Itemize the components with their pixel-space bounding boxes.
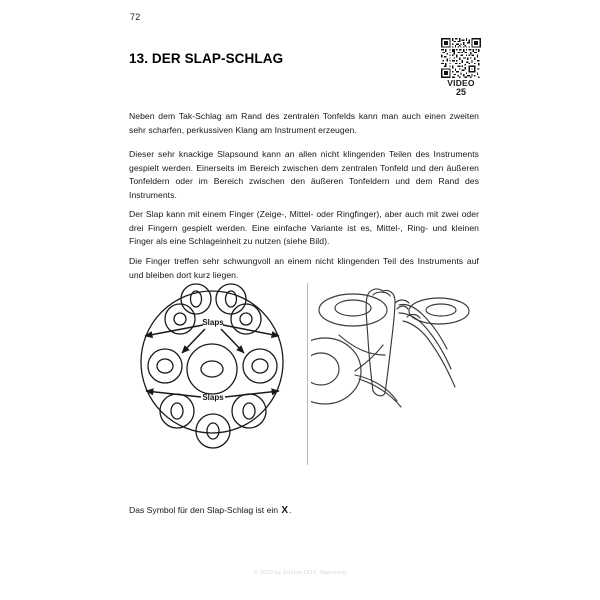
closing-prefix: Das Symbol für den Slap-Schlag ist ein (129, 504, 279, 515)
copyright-footer: © 2020 by Edition DUX, Manching (253, 570, 347, 576)
paragraph-finger-technique: Der Slap kann mit einem Finger (Zeige-, Mittel- oder Ringfinger), aber auch mit zwei oder drei Fingern gespielt werden. Eine einfache Variante ist es, Mittel-, Ring- und kleinen Finger als eine Schlageinheit zu nutzen (siehe Bild). (129, 208, 479, 247)
paragraph-execution: Die Finger treffen sehr schwungvoll an einem nicht klingenden Teil des Instruments auf und bleiben dort kurz liegen. (129, 255, 479, 280)
closing-suffix: . (289, 504, 292, 515)
closing-statement (129, 503, 479, 519)
figure-divider (307, 283, 308, 465)
figure-area (129, 283, 481, 469)
page-number: 72 (130, 12, 141, 22)
paragraph-slapsound: Dieser sehr knackige Slapsound kann an allen nicht klingenden Teilen des Instruments gespielt werden. Einerseits im Bereich zwischen dem zentralen Tonfeld und den äußeren Tonfeldern oder im Bereich zwischen den äußeren Tonfeldern und dem Rand des Instruments. (129, 148, 479, 201)
video-badge-number: 25 (455, 86, 466, 97)
video-badge[interactable] (437, 38, 485, 97)
video-badge-label: VIDEO (447, 78, 475, 88)
slap-symbol: X (281, 504, 289, 516)
slaps-label-lower: Slaps (202, 393, 224, 402)
paragraph-intro: Neben dem Tak-Schlag am Rand des zentralen Tonfelds kann man auch einen zweiten sehr scharfen, perkussiven Klang am Instrument erzeugen. (129, 110, 479, 135)
hand-playing-handpan-illustration (311, 283, 481, 469)
page-title: 13. DER SLAP-SCHLAG (129, 51, 284, 67)
slaps-label-upper: Slaps (202, 318, 224, 327)
qr-code-icon[interactable] (441, 38, 481, 78)
handpan-slap-zones-diagram (129, 283, 304, 469)
